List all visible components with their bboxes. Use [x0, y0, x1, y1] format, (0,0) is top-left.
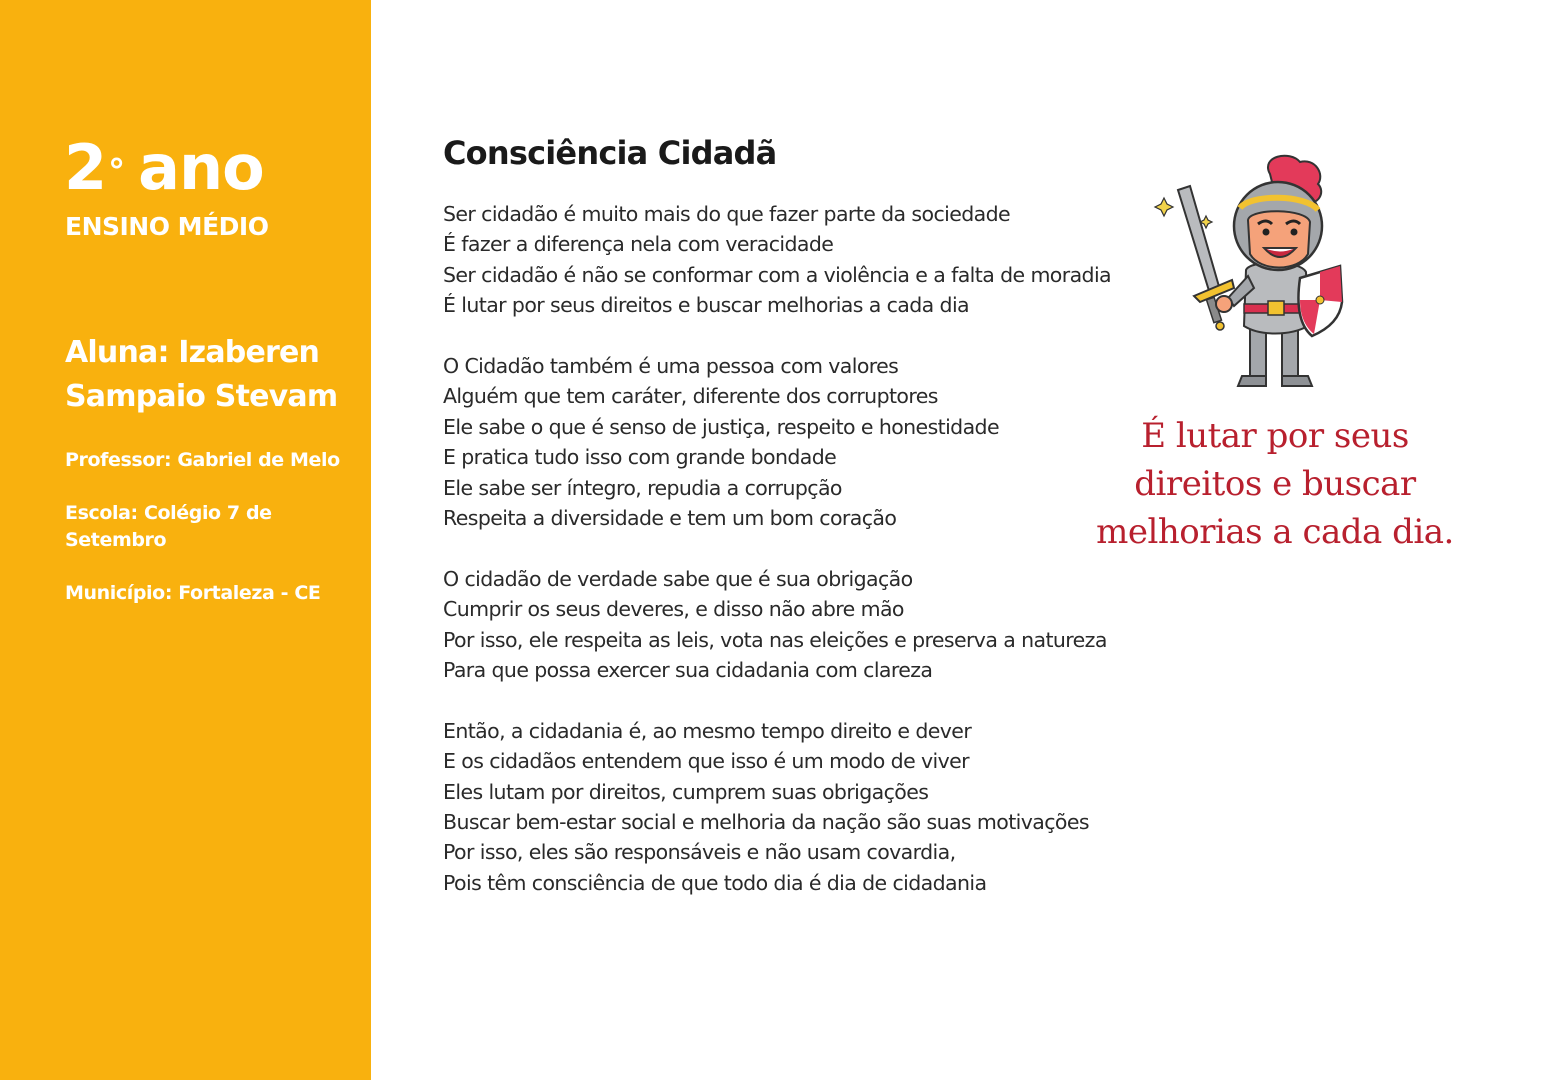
stanza	[443, 351, 1123, 533]
poem-line: Eles lutam por direitos, cumprem suas obrigações	[443, 779, 929, 804]
poem-line: O cidadão de verdade sabe que é sua obrigação	[443, 566, 913, 591]
stanza	[443, 199, 1123, 321]
school-name: Escola: Colégio 7 de Setembro	[65, 502, 272, 551]
teacher-name: Professor: Gabriel de Melo	[65, 449, 340, 471]
poem-line: Por isso, eles são responsáveis e não usam covardia,	[443, 840, 956, 865]
poem-line: É lutar por seus direitos e buscar melhorias a cada dia	[443, 293, 970, 318]
highlight-quote	[1090, 412, 1460, 556]
poem-line: Cumprir os seus deveres, e disso não abre mão	[443, 597, 904, 622]
student-name: Aluna: Izaberen Sampaio Stevam	[65, 335, 338, 414]
quote-line: melhorias a cada dia.	[1096, 512, 1454, 552]
stanza	[443, 564, 1123, 686]
poem-line: Alguém que tem caráter, diferente dos corruptores	[443, 384, 938, 409]
poem-line: Buscar bem-estar social e melhoria da nação são suas motivações	[443, 810, 1089, 835]
poem-line: Ser cidadão é muito mais do que fazer parte da sociedade	[443, 202, 1011, 226]
quote-line: direitos e buscar	[1134, 464, 1416, 504]
poem-line: Pois têm consciência de que todo dia é dia de cidadania	[443, 870, 987, 895]
poem-line: O Cidadão também é uma pessoa com valores	[443, 354, 899, 379]
sidebar	[0, 0, 371, 1080]
poem-line: Respeita a diversidade e tem um bom coração	[443, 506, 897, 531]
stanza	[443, 716, 1123, 898]
poem-line: É fazer a diferença nela com veracidade	[443, 232, 834, 257]
grade-word: ano	[138, 131, 264, 204]
city-name: Município: Fortaleza - CE	[65, 582, 321, 604]
education-level: ENSINO MÉDIO	[65, 212, 269, 241]
poem-line: Ser cidadão é não se conformar com a violência e a falta de moradia	[443, 262, 1112, 287]
poem-line: Então, a cidadania é, ao mesmo tempo direito e dever	[443, 718, 972, 743]
poem-line: E pratica tudo isso com grande bondade	[443, 445, 837, 470]
knight-icon	[1150, 150, 1350, 390]
grade-number: 2	[64, 131, 107, 204]
poem-line: Ele sabe ser íntegro, repudia a corrupção	[443, 475, 842, 500]
grade-symbol: °	[108, 152, 125, 192]
poem-line: Por isso, ele respeita as leis, vota nas eleições e preserva a natureza	[443, 627, 1107, 652]
poem-line: Ele sabe o que é senso de justiça, respeito e honestidade	[443, 414, 999, 439]
poem-line: Para que possa exercer sua cidadania com clareza	[443, 658, 933, 683]
poem-title: Consciência Cidadã	[443, 134, 777, 172]
poem-line: E os cidadãos entendem que isso é um modo de viver	[443, 749, 970, 774]
poem-body	[443, 199, 1123, 929]
grade-heading	[64, 131, 264, 204]
quote-line: É lutar por seus	[1141, 416, 1409, 456]
